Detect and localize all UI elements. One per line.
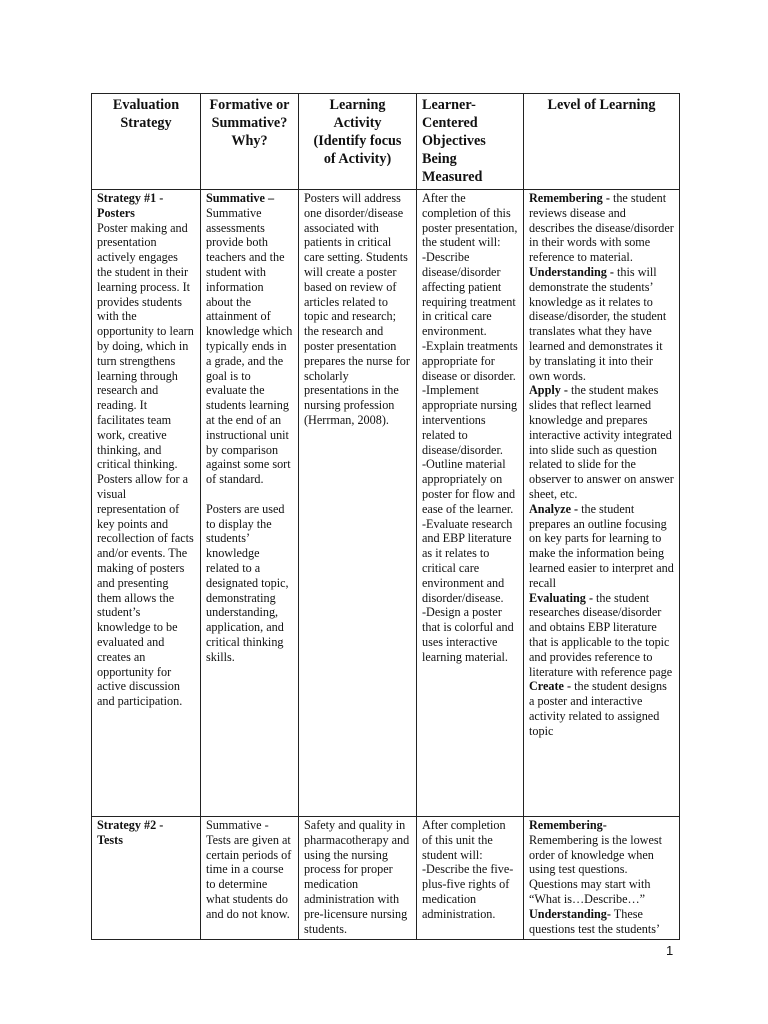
header-formative-or-summative: Formative or Summative? Why? [201, 94, 299, 190]
evaluation-strategy-table [91, 93, 680, 940]
level-apply [529, 383, 674, 501]
level-of-learning-cell [524, 817, 680, 940]
strategy-cell [92, 817, 201, 940]
level-analyze [529, 502, 674, 591]
level-description: the student prepares an outline focusing on key parts for learning to make the information being learned easier to interpret and recall [529, 501, 674, 590]
strategy-description: Poster making and presentation actively engages the student in their learning process. It provides students with the opportunity to learn by doing, which in turn strengthens learning through research and reading. It facilitates team work, creative thinking, and critical thinking. Posters allow for a visual representation of key points and recollection of facts and/or events. The making of posters and presenting them allows the student’s knowledge to be evaluated and creates an opportunity for active discussion and participation. [97, 220, 194, 709]
strategy-title: Strategy #1 - Posters [97, 191, 164, 220]
level-description: the student designs a poster and interactive activity related to assigned topic [529, 679, 667, 738]
level-label: Create - [529, 679, 572, 694]
assessment-type-cell [201, 190, 299, 817]
level-label: Understanding - [529, 264, 614, 279]
level-understanding [529, 907, 674, 937]
page-number: 1 [666, 943, 674, 958]
level-evaluating [529, 591, 674, 680]
learning-activity-cell: Safety and quality in pharmacotherapy and using the nursing process for proper medication administration with pre-licensure nursing students. [299, 817, 417, 940]
table-row [92, 817, 680, 940]
level-label: Apply - [529, 383, 568, 398]
level-description: These questions test the students’ [529, 906, 661, 936]
header-evaluation-strategy: Evaluation Strategy [92, 94, 201, 190]
level-label: Remembering- [529, 818, 607, 832]
strategy-title: Strategy #2 - Tests [97, 818, 164, 847]
level-remembering [529, 818, 674, 907]
assessment-type-cell: Summative - Tests are given at certain periods of time in a course to determine what students do and do not know. [201, 817, 299, 940]
strategy-cell [92, 190, 201, 817]
level-label: Analyze - [529, 501, 579, 516]
level-of-learning-cell [524, 190, 680, 817]
level-label: Evaluating - [529, 590, 593, 605]
level-description: the student researches disease/disorder and obtains EBP literature that is applicable to the topic and provides reference to literature with reference page [529, 590, 673, 679]
assessment-type-label: Summative – [206, 191, 275, 205]
header-level-of-learning: Level of Learning [524, 94, 680, 190]
level-remembering [529, 191, 674, 265]
assessment-type-rationale: Summative assessments provide both teachers and the student with information about the attainment of knowledge which typically ends in a grade, and the goal is to evaluate the students learning at the end of an instructional unit by comparison against some sort of standard. Posters are used to display the students’ knowledge related to a designated topic, demonstrating understanding, application, and critical thinking skills. [206, 205, 293, 664]
level-understanding [529, 265, 674, 383]
level-description: this will demonstrate the students’ knowledge as it relates to disease/disorder, the student translates what they have learned and demonstrates it by translating it into their own words. [529, 264, 667, 383]
level-label: Remembering - [529, 191, 610, 205]
header-learner-centered-objectives: Learner- Centered Objectives Being Measured [417, 94, 524, 190]
level-description: the student reviews disease and describes the disease/disorder in their words with some reference to material. [529, 191, 674, 265]
level-description: the student makes slides that reflect learned knowledge and prepares interactive activity integrated into slide such as question related to slide for the observer to answer on answer sheet, etc. [529, 383, 674, 501]
level-description: Remembering is the lowest order of knowledge when using test questions. Questions may start with “What is…Describe…” [529, 832, 663, 906]
objectives-cell: After completion of this unit the student will: -Describe the five-plus-five rights of medication administration. [417, 817, 524, 940]
level-create [529, 679, 674, 738]
level-label: Understanding- [529, 906, 611, 921]
table-header-row [92, 94, 680, 190]
table-row [92, 190, 680, 817]
header-learning-activity: Learning Activity (Identify focus of Activity) [299, 94, 417, 190]
objectives-cell: After the completion of this poster presentation, the student will: -Describe disease/disorder affecting patient requiring treatment in critical care environment. -Explain treatments appropriate for disease or disorder. -Implement appropriate nursing interventions related to disease/disorder. -Outline material appropriately on poster for flow and ease of the learner. -Evaluate research and EBP literature as it relates to critical care environment and disorder/disease. -Design a poster that is colorful and uses interactive learning material. [417, 190, 524, 817]
learning-activity-cell: Posters will address one disorder/disease associated with patients in critical care setting. Students will create a poster based on review of articles related to topic and research; the research and poster presentation prepares the nurse for scholarly presentations in the nursing profession (Herrman, 2008). [299, 190, 417, 817]
